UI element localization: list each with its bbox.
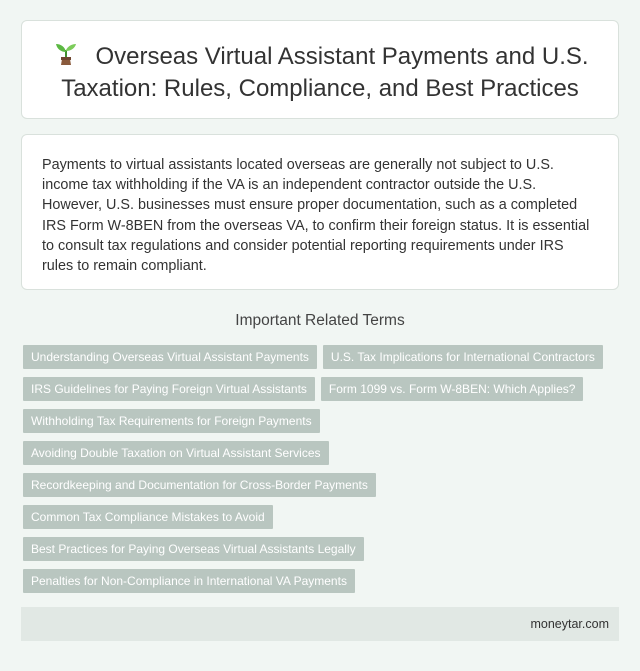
footer-site-link[interactable]: moneytar.com bbox=[530, 617, 609, 631]
tag-row bbox=[23, 441, 623, 473]
tag-row bbox=[23, 377, 623, 409]
tag-row bbox=[23, 569, 623, 601]
related-term-tag[interactable]: Understanding Overseas Virtual Assistant Payments bbox=[23, 345, 317, 369]
tag-row bbox=[23, 505, 623, 537]
related-terms-heading: Important Related Terms bbox=[235, 312, 405, 329]
description-text: Payments to virtual assistants located overseas are generally not subject to U.S. income tax withholding if the VA is an independent contractor outside the U.S. However, U.S. businesses must ensure proper documentation, such as a completed IRS Form W-8BEN from the overseas VA, to confirm their foreign status. It is essential to consult tax regulations and consider potential reporting requirements under IRS rules to remain compliant. bbox=[42, 157, 590, 275]
related-term-tag[interactable]: U.S. Tax Implications for International Contractors bbox=[323, 345, 603, 369]
page-title bbox=[40, 41, 600, 105]
tag-row bbox=[23, 409, 623, 441]
title-card bbox=[21, 20, 619, 119]
tag-row bbox=[23, 537, 623, 569]
tag-row bbox=[23, 345, 623, 377]
related-term-tag[interactable]: Form 1099 vs. Form W-8BEN: Which Applies? bbox=[321, 377, 584, 401]
related-terms-list bbox=[23, 345, 623, 601]
related-term-tag[interactable]: Recordkeeping and Documentation for Cross-Border Payments bbox=[23, 473, 376, 497]
related-term-tag[interactable]: Avoiding Double Taxation on Virtual Assistant Services bbox=[23, 441, 329, 465]
description-card bbox=[21, 134, 619, 290]
related-term-tag[interactable]: Withholding Tax Requirements for Foreign Payments bbox=[23, 409, 320, 433]
sprout-icon bbox=[51, 41, 81, 67]
page-title-text: Overseas Virtual Assistant Payments and U.S. Taxation: Rules, Compliance, and Best Practices bbox=[61, 43, 589, 102]
footer bbox=[21, 607, 619, 641]
tag-row bbox=[23, 473, 623, 505]
related-term-tag[interactable]: Best Practices for Paying Overseas Virtual Assistants Legally bbox=[23, 537, 364, 561]
related-term-tag[interactable]: Penalties for Non-Compliance in International VA Payments bbox=[23, 569, 355, 593]
related-term-tag[interactable]: Common Tax Compliance Mistakes to Avoid bbox=[23, 505, 273, 529]
related-term-tag[interactable]: IRS Guidelines for Paying Foreign Virtual Assistants bbox=[23, 377, 315, 401]
